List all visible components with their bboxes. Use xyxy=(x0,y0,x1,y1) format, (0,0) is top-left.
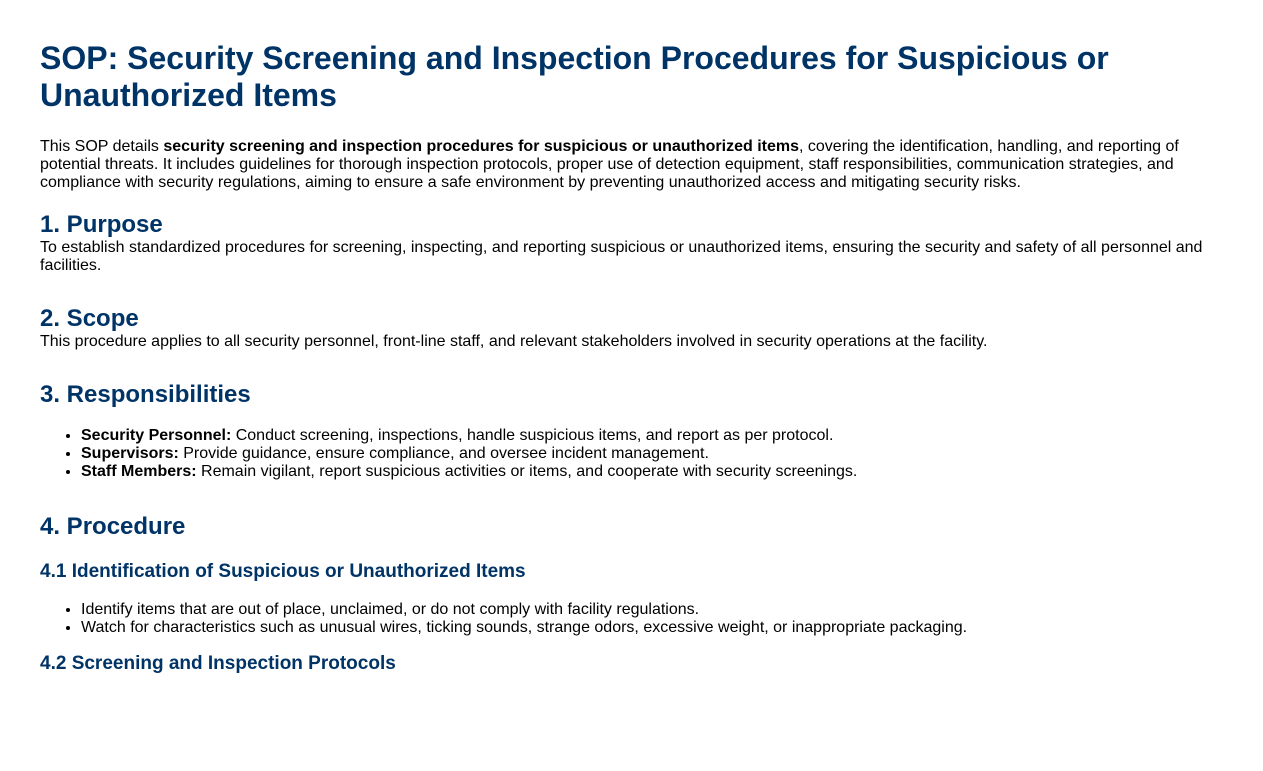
list-item: • Watch for characteristics such as unusual wires, ticking sounds, strange odors, excessive weight, or inappropriate packaging. xyxy=(81,619,1223,637)
section-heading-responsibilities: 3. Responsibilities xyxy=(40,381,251,408)
page-title: SOP: Security Screening and Inspection Procedures for Suspicious or Unauthorized Items xyxy=(40,40,1109,113)
section-heading-scope: 2. Scope xyxy=(40,305,139,332)
section-heading-procedure: 4. Procedure xyxy=(40,513,186,540)
intro-text-start: This SOP details xyxy=(40,138,164,155)
intro-paragraph xyxy=(40,138,1223,192)
intro-text-end: , covering the identification, handling, and reporting of potential threats. It includes guidelines for thorough inspection protocols, proper use of detection equipment, staff responsibilities, communication strategies, and compliance with security regulations, aiming to ensure a safe environment by preventing unauthorized access and mitigating security risks. xyxy=(40,138,1179,191)
role-description: Conduct screening, inspections, handle suspicious items, and report as per protocol. xyxy=(231,427,834,444)
purpose-text: To establish standardized procedures for screening, inspecting, and reporting suspicious or unauthorized items, ensuring the security and safety of all personnel and facilities. xyxy=(40,239,1203,274)
role-label: Security Personnel: xyxy=(81,427,232,444)
intro-emphasis: security screening and inspection procedures for suspicious or unauthorized items xyxy=(163,138,800,155)
subsection-heading-screening: 4.2 Screening and Inspection Protocols xyxy=(40,653,396,674)
responsibilities-list xyxy=(40,427,1223,481)
list-item xyxy=(81,427,1223,445)
section-heading-purpose: 1. Purpose xyxy=(40,211,163,238)
document-page xyxy=(0,40,1263,675)
identification-list xyxy=(40,601,1223,637)
role-description: Remain vigilant, report suspicious activities or items, and cooperate with security screenings. xyxy=(196,463,858,480)
list-item: • Identify items that are out of place, unclaimed, or do not comply with facility regulations. xyxy=(81,601,1223,619)
role-label: Staff Members: xyxy=(81,463,197,480)
role-description: Provide guidance, ensure compliance, and oversee incident management. xyxy=(178,445,709,462)
role-label: Supervisors: xyxy=(81,445,179,462)
list-item xyxy=(81,463,1223,481)
list-item xyxy=(81,445,1223,463)
subsection-heading-identification: 4.1 Identification of Suspicious or Unauthorized Items xyxy=(40,561,526,582)
scope-text: This procedure applies to all security personnel, front-line staff, and relevant stakeholders involved in security operations at the facility. xyxy=(40,333,988,350)
